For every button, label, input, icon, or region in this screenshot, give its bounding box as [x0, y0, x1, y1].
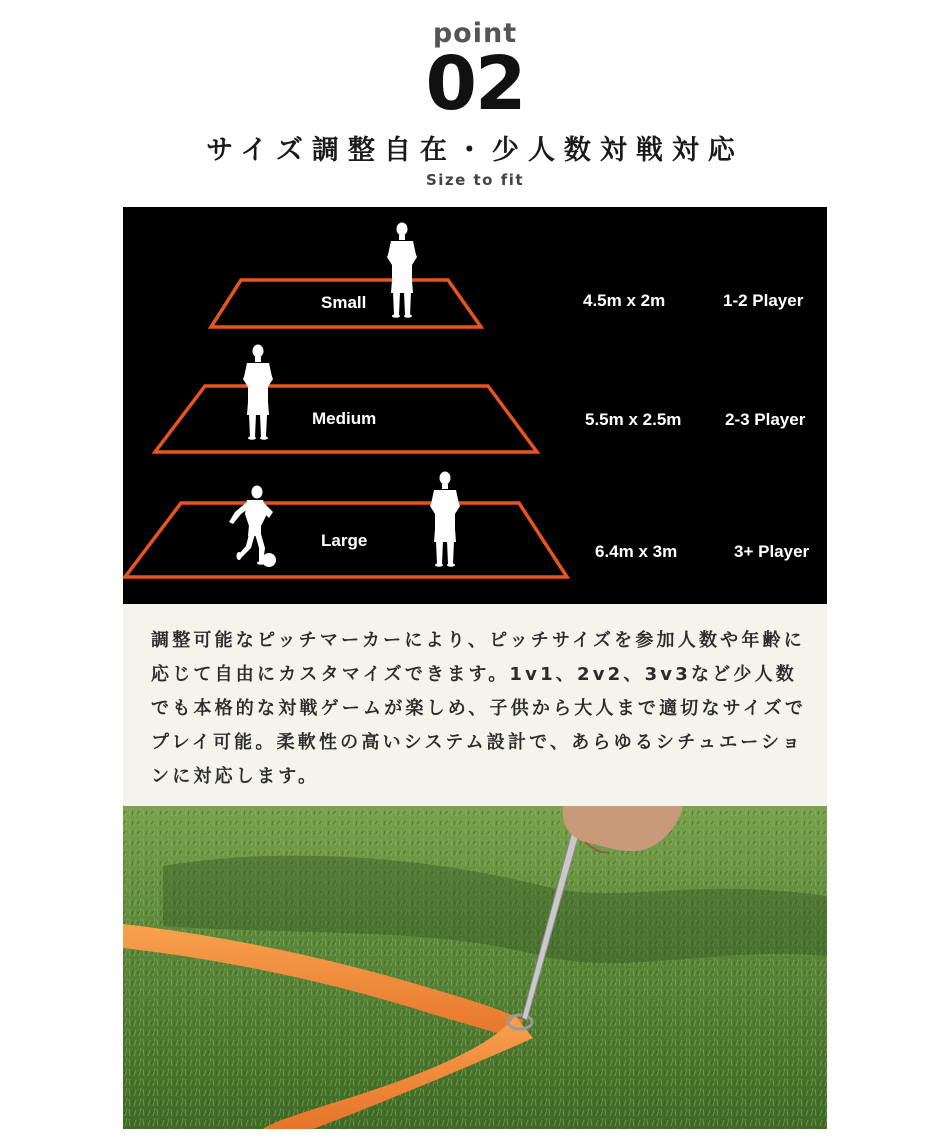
header: [0, 0, 950, 205]
player-silhouette-small: [387, 223, 417, 318]
description-panel: [123, 604, 827, 806]
size-dimensions-medium: 5.5m x 2.5m: [585, 410, 682, 429]
product-photo-pitch-marker: [123, 806, 827, 1129]
size-players-large: 3+ Player: [734, 542, 810, 561]
size-label-small: Small: [321, 293, 367, 312]
headline: サイズ調整自在・少人数対戦対応: [206, 135, 744, 166]
size-players-small: 1-2 Player: [723, 291, 804, 310]
size-label-large: Large: [321, 531, 368, 550]
pitch-diagram-graphic: [123, 207, 827, 604]
point-number: 02: [425, 41, 525, 127]
pitch-marker-photo-graphic: [123, 806, 827, 1129]
size-dimensions-large: 6.4m x 3m: [595, 542, 678, 561]
subtitle: Size to fit: [425, 171, 525, 189]
pitch-size-diagram: [123, 207, 827, 604]
player-silhouette-medium: [243, 345, 273, 440]
player-silhouette-large-kicking: [229, 486, 276, 568]
size-label-medium: Medium: [312, 409, 377, 428]
player-silhouette-large-standing: [430, 472, 460, 567]
size-players-medium: 2-3 Player: [725, 410, 806, 429]
point-label: point: [432, 18, 518, 49]
description-text: 調整可能なピッチマーカーにより、ピッチサイズを参加人数や年齢に応じて自由にカスタマイズできます。1v1、2v2、3v3など少人数でも本格的な対戦ゲームが楽しめ、子供から大人まで適切なサイズでプレイ可能。柔軟性の高いシステム設計で、あらゆるシチュエーションに対応します。: [151, 630, 807, 787]
size-dimensions-small: 4.5m x 2m: [583, 291, 666, 310]
